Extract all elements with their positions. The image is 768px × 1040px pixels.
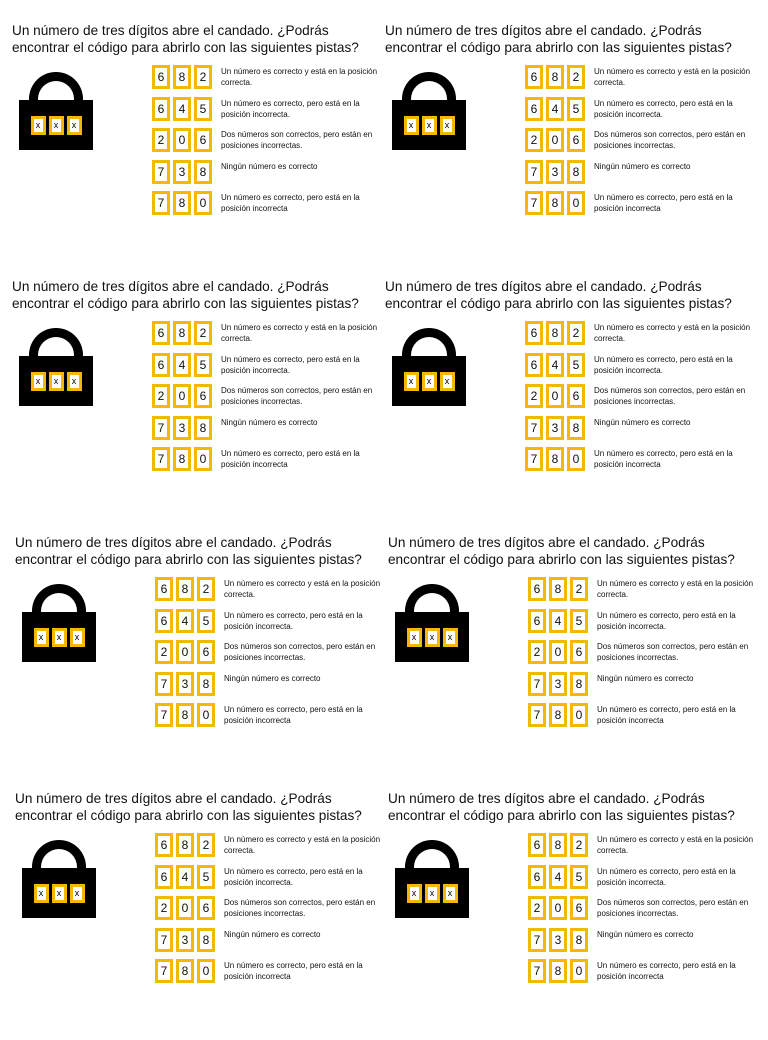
clue-digit: 6 — [152, 65, 170, 89]
clue-digit: 6 — [528, 577, 546, 601]
padlock-body — [19, 100, 93, 150]
clue-digit: 2 — [567, 321, 585, 345]
clue-digit: 8 — [546, 447, 564, 471]
lock-code-slot: x — [440, 372, 455, 391]
puzzle-title: Un número de tres dígitos abre el candado. ¿Podrás encontrar el código para abrirlo con las siguientes pistas? — [12, 279, 359, 311]
clue-digit: 6 — [152, 353, 170, 377]
clue-digit: 5 — [197, 865, 215, 889]
clue-digits — [152, 447, 212, 471]
clue-digit: 2 — [155, 640, 173, 664]
clue-digit: 6 — [525, 97, 543, 121]
puzzle-card — [12, 22, 384, 272]
clue-digit: 2 — [525, 128, 543, 152]
puzzle-title: Un número de tres dígitos abre el candado. ¿Podrás encontrar el código para abrirlo con las siguientes pistas? — [388, 535, 735, 567]
puzzle-card — [15, 534, 387, 784]
clue-digit: 0 — [197, 703, 215, 727]
clue-digit: 8 — [173, 191, 191, 215]
clue-digit: 7 — [152, 191, 170, 215]
clue-text: Un número es correcto y está en la posición correcta. — [594, 67, 751, 87]
clue-digits — [525, 321, 585, 345]
clue-digit: 7 — [525, 191, 543, 215]
lock-code-slot: x — [407, 628, 422, 647]
puzzle-card — [385, 278, 757, 528]
clue-digits — [152, 191, 212, 215]
clue-digit: 2 — [194, 65, 212, 89]
lock-code-slot: x — [404, 116, 419, 135]
clue-digit: 6 — [567, 128, 585, 152]
clue-digits — [528, 640, 588, 664]
clue-digit: 8 — [567, 416, 585, 440]
clue-digit: 7 — [525, 447, 543, 471]
clue-digit: 2 — [194, 321, 212, 345]
clue-text: Ningún número es correcto — [221, 417, 318, 427]
clue-digit: 6 — [570, 896, 588, 920]
clue-text: Un número es correcto, pero está en la posición incorrecta. — [597, 866, 736, 887]
clue-digits — [155, 609, 215, 633]
clue-text: Un número es correcto, pero está en la posición incorrecta — [221, 193, 360, 213]
clue-text: Un número es correcto y está en la posición correcta. — [594, 323, 751, 343]
clue-digit: 0 — [570, 703, 588, 727]
clue-digit: 6 — [528, 609, 546, 633]
clue-digit: 8 — [549, 703, 567, 727]
clue-digit: 4 — [176, 865, 194, 889]
clue-digit: 4 — [546, 353, 564, 377]
padlock-icon — [19, 72, 93, 150]
clue-digit: 2 — [197, 833, 215, 857]
clue-digit: 0 — [194, 447, 212, 471]
clue-digit: 8 — [546, 65, 564, 89]
clue-digits — [155, 896, 215, 920]
clue-digits — [525, 416, 585, 440]
clue-digits — [525, 160, 585, 184]
clue-digit: 6 — [194, 128, 212, 152]
clue-text: Ningún número es correcto — [224, 929, 321, 939]
clue-digit: 6 — [155, 865, 173, 889]
clue-digits — [528, 928, 588, 952]
clue-digit: 8 — [176, 959, 194, 983]
clue-digit: 8 — [549, 577, 567, 601]
clue-digits — [525, 384, 585, 408]
clue-digit: 5 — [567, 97, 585, 121]
lock-code-slot: x — [31, 116, 46, 135]
clue-digit: 0 — [567, 191, 585, 215]
clue-digits — [155, 865, 215, 889]
clue-digits — [525, 128, 585, 152]
clue-digit: 3 — [546, 160, 564, 184]
clue-text: Un número es correcto y está en la posición correcta. — [597, 835, 754, 855]
clue-text: Un número es correcto, pero está en la posición incorrecta — [224, 705, 363, 725]
clue-digit: 4 — [173, 353, 191, 377]
clue-digit: 2 — [152, 128, 170, 152]
puzzle-card — [385, 22, 757, 272]
clue-digit: 6 — [567, 384, 585, 408]
clue-digits — [525, 447, 585, 471]
clue-digit: 2 — [528, 640, 546, 664]
clue-digit: 3 — [173, 416, 191, 440]
puzzle-title: Un número de tres dígitos abre el candado. ¿Podrás encontrar el código para abrirlo con las siguientes pistas? — [385, 23, 732, 55]
clue-digit: 0 — [197, 959, 215, 983]
lock-code-slot: x — [422, 372, 437, 391]
clue-text: Un número es correcto, pero está en la posición incorrecta. — [594, 98, 733, 119]
clue-digit: 4 — [546, 97, 564, 121]
clue-digit: 6 — [194, 384, 212, 408]
clue-text: Un número es correcto y está en la posición correcta. — [224, 579, 381, 599]
clue-digit: 2 — [570, 833, 588, 857]
clue-text: Un número es correcto, pero está en la posición incorrecta. — [224, 610, 363, 631]
lock-code-slot: x — [425, 884, 440, 903]
clue-digit: 6 — [152, 97, 170, 121]
clue-digit: 8 — [549, 959, 567, 983]
clue-digits — [155, 640, 215, 664]
clue-text: Ningún número es correcto — [221, 161, 318, 171]
clue-digit: 8 — [549, 833, 567, 857]
clue-digit: 7 — [525, 416, 543, 440]
clue-digit: 6 — [525, 321, 543, 345]
clue-text: Ningún número es correcto — [597, 929, 694, 939]
clue-digit: 6 — [155, 609, 173, 633]
padlock-icon — [392, 72, 466, 150]
clue-text: Un número es correcto, pero está en la posición incorrecta. — [221, 354, 360, 375]
clue-digit: 6 — [528, 833, 546, 857]
puzzle-card — [12, 278, 384, 528]
clue-text: Ningún número es correcto — [597, 673, 694, 683]
clue-digit: 7 — [528, 928, 546, 952]
clue-digit: 3 — [549, 672, 567, 696]
clue-digit: 5 — [570, 865, 588, 889]
lock-code-slot: x — [404, 372, 419, 391]
clue-digit: 3 — [546, 416, 564, 440]
clue-digit: 2 — [525, 384, 543, 408]
clue-digit: 5 — [570, 609, 588, 633]
clue-digit: 8 — [173, 447, 191, 471]
clue-digit: 8 — [173, 65, 191, 89]
lock-code-slot: x — [70, 628, 85, 647]
clue-text: Dos números son correctos, pero están en posiciones incorrectas. — [594, 386, 746, 406]
clue-digit: 4 — [549, 865, 567, 889]
clue-digit: 2 — [152, 384, 170, 408]
clue-digit: 2 — [567, 65, 585, 89]
clue-digit: 6 — [152, 321, 170, 345]
clue-digit: 8 — [197, 672, 215, 696]
padlock-body — [22, 868, 96, 918]
clue-text: Un número es correcto, pero está en la posición incorrecta — [221, 449, 360, 469]
clue-digit: 7 — [152, 416, 170, 440]
clue-digits — [155, 672, 215, 696]
clue-digit: 5 — [567, 353, 585, 377]
lock-code-slot: x — [52, 628, 67, 647]
padlock-body — [392, 356, 466, 406]
clue-digit: 8 — [194, 160, 212, 184]
puzzle-title: Un número de tres dígitos abre el candado. ¿Podrás encontrar el código para abrirlo con las siguientes pistas? — [15, 791, 362, 823]
clue-text: Dos números son correctos, pero están en posiciones incorrectas. — [594, 130, 746, 150]
clue-digit: 8 — [570, 672, 588, 696]
lock-code-slot: x — [422, 116, 437, 135]
clue-digit: 6 — [197, 896, 215, 920]
clue-digit: 8 — [176, 577, 194, 601]
clue-digits — [528, 959, 588, 983]
clue-digits — [528, 703, 588, 727]
clue-text: Dos números son correctos, pero están en posiciones incorrectas. — [597, 642, 749, 662]
clue-digit: 3 — [173, 160, 191, 184]
clue-digit: 2 — [570, 577, 588, 601]
puzzle-card — [388, 790, 760, 1040]
padlock-icon — [19, 328, 93, 406]
puzzle-title: Un número de tres dígitos abre el candado. ¿Podrás encontrar el código para abrirlo con las siguientes pistas? — [12, 23, 359, 55]
clue-digit: 7 — [152, 160, 170, 184]
clue-digits — [528, 833, 588, 857]
clue-text: Dos números son correctos, pero están en posiciones incorrectas. — [224, 642, 376, 662]
clue-digits — [152, 97, 212, 121]
clue-text: Un número es correcto, pero está en la posición incorrecta — [224, 961, 363, 981]
clue-digit: 3 — [176, 928, 194, 952]
clue-digit: 6 — [570, 640, 588, 664]
padlock-icon — [395, 840, 469, 918]
clue-digit: 0 — [546, 384, 564, 408]
clue-digit: 7 — [528, 703, 546, 727]
clue-digit: 0 — [549, 896, 567, 920]
clue-digit: 0 — [546, 128, 564, 152]
padlock-icon — [392, 328, 466, 406]
clue-digit: 7 — [528, 959, 546, 983]
padlock-body — [19, 356, 93, 406]
lock-code-slot: x — [49, 116, 64, 135]
clue-digit: 2 — [197, 577, 215, 601]
lock-code-slot: x — [67, 372, 82, 391]
clue-digits — [152, 160, 212, 184]
lock-code-slot: x — [34, 884, 49, 903]
clue-digit: 7 — [155, 928, 173, 952]
lock-code-slot: x — [425, 628, 440, 647]
clue-digits — [525, 65, 585, 89]
clue-text: Un número es correcto, pero está en la posición incorrecta — [597, 961, 736, 981]
puzzle-title: Un número de tres dígitos abre el candado. ¿Podrás encontrar el código para abrirlo con las siguientes pistas? — [15, 535, 362, 567]
padlock-icon — [22, 584, 96, 662]
clue-digits — [528, 672, 588, 696]
clue-digit: 3 — [549, 928, 567, 952]
clue-digits — [528, 609, 588, 633]
clue-digits — [528, 896, 588, 920]
clue-digits — [155, 959, 215, 983]
puzzle-card — [15, 790, 387, 1040]
clue-digit: 8 — [173, 321, 191, 345]
clue-digit: 8 — [546, 191, 564, 215]
clue-digits — [152, 128, 212, 152]
clue-text: Un número es correcto, pero está en la posición incorrecta. — [224, 866, 363, 887]
clue-digit: 7 — [155, 703, 173, 727]
clue-digits — [155, 703, 215, 727]
clue-text: Un número es correcto, pero está en la posición incorrecta. — [594, 354, 733, 375]
clue-digit: 5 — [194, 353, 212, 377]
puzzle-title: Un número de tres dígitos abre el candado. ¿Podrás encontrar el código para abrirlo con las siguientes pistas? — [385, 279, 732, 311]
clue-digit: 8 — [197, 928, 215, 952]
clue-digit: 0 — [549, 640, 567, 664]
clue-digits — [152, 384, 212, 408]
clue-digits — [155, 928, 215, 952]
clue-digit: 0 — [176, 896, 194, 920]
clue-text: Dos números son correctos, pero están en posiciones incorrectas. — [597, 898, 749, 918]
clue-digits — [528, 865, 588, 889]
clue-text: Un número es correcto, pero está en la posición incorrecta. — [221, 98, 360, 119]
padlock-icon — [22, 840, 96, 918]
clue-digits — [152, 65, 212, 89]
clue-digits — [528, 577, 588, 601]
clue-digit: 5 — [197, 609, 215, 633]
clue-text: Un número es correcto, pero está en la posición incorrecta. — [597, 610, 736, 631]
padlock-body — [395, 612, 469, 662]
clue-digit: 0 — [567, 447, 585, 471]
clue-text: Un número es correcto, pero está en la posición incorrecta — [597, 705, 736, 725]
clue-digit: 6 — [525, 353, 543, 377]
clue-digit: 8 — [176, 833, 194, 857]
clue-digits — [525, 97, 585, 121]
clue-digit: 6 — [528, 865, 546, 889]
padlock-icon — [395, 584, 469, 662]
clue-digit: 7 — [152, 447, 170, 471]
clue-digit: 0 — [176, 640, 194, 664]
lock-code-slot: x — [34, 628, 49, 647]
padlock-body — [22, 612, 96, 662]
clue-digit: 0 — [173, 128, 191, 152]
clue-digit: 4 — [549, 609, 567, 633]
clue-digit: 0 — [173, 384, 191, 408]
clue-digits — [152, 353, 212, 377]
clue-text: Dos números son correctos, pero están en posiciones incorrectas. — [221, 386, 373, 406]
padlock-body — [395, 868, 469, 918]
clue-digit: 3 — [176, 672, 194, 696]
clue-digits — [152, 321, 212, 345]
lock-code-slot: x — [443, 884, 458, 903]
clue-digit: 7 — [525, 160, 543, 184]
clue-digit: 4 — [173, 97, 191, 121]
clue-digit: 8 — [194, 416, 212, 440]
clue-digits — [525, 191, 585, 215]
clue-digit: 6 — [155, 577, 173, 601]
clue-digit: 4 — [176, 609, 194, 633]
lock-code-slot: x — [407, 884, 422, 903]
clue-text: Un número es correcto y está en la posición correcta. — [224, 835, 381, 855]
clue-digit: 2 — [155, 896, 173, 920]
clue-digits — [155, 833, 215, 857]
lock-code-slot: x — [70, 884, 85, 903]
padlock-body — [392, 100, 466, 150]
clue-digits — [525, 353, 585, 377]
clue-digit: 7 — [528, 672, 546, 696]
clue-text: Un número es correcto y está en la posición correcta. — [221, 67, 378, 87]
clue-digit: 8 — [176, 703, 194, 727]
clue-digit: 0 — [570, 959, 588, 983]
clue-digits — [155, 577, 215, 601]
lock-code-slot: x — [443, 628, 458, 647]
puzzle-title: Un número de tres dígitos abre el candado. ¿Podrás encontrar el código para abrirlo con las siguientes pistas? — [388, 791, 735, 823]
clue-text: Ningún número es correcto — [594, 417, 691, 427]
clue-digit: 8 — [567, 160, 585, 184]
clue-text: Ningún número es correcto — [594, 161, 691, 171]
clue-digit: 0 — [194, 191, 212, 215]
clue-text: Un número es correcto y está en la posición correcta. — [597, 579, 754, 599]
clue-digit: 5 — [194, 97, 212, 121]
lock-code-slot: x — [67, 116, 82, 135]
clue-digit: 8 — [570, 928, 588, 952]
puzzle-card — [388, 534, 760, 784]
lock-code-slot: x — [31, 372, 46, 391]
clue-digits — [152, 416, 212, 440]
clue-digit: 7 — [155, 959, 173, 983]
clue-digit: 8 — [546, 321, 564, 345]
clue-text: Un número es correcto y está en la posición correcta. — [221, 323, 378, 343]
clue-digit: 6 — [155, 833, 173, 857]
clue-digit: 2 — [528, 896, 546, 920]
clue-text: Un número es correcto, pero está en la posición incorrecta — [594, 193, 733, 213]
clue-digit: 6 — [197, 640, 215, 664]
clue-text: Un número es correcto, pero está en la posición incorrecta — [594, 449, 733, 469]
clue-digit: 7 — [155, 672, 173, 696]
clue-text: Ningún número es correcto — [224, 673, 321, 683]
lock-code-slot: x — [49, 372, 64, 391]
lock-code-slot: x — [52, 884, 67, 903]
clue-text: Dos números son correctos, pero están en posiciones incorrectas. — [224, 898, 376, 918]
lock-code-slot: x — [440, 116, 455, 135]
clue-text: Dos números son correctos, pero están en posiciones incorrectas. — [221, 130, 373, 150]
clue-digit: 6 — [525, 65, 543, 89]
